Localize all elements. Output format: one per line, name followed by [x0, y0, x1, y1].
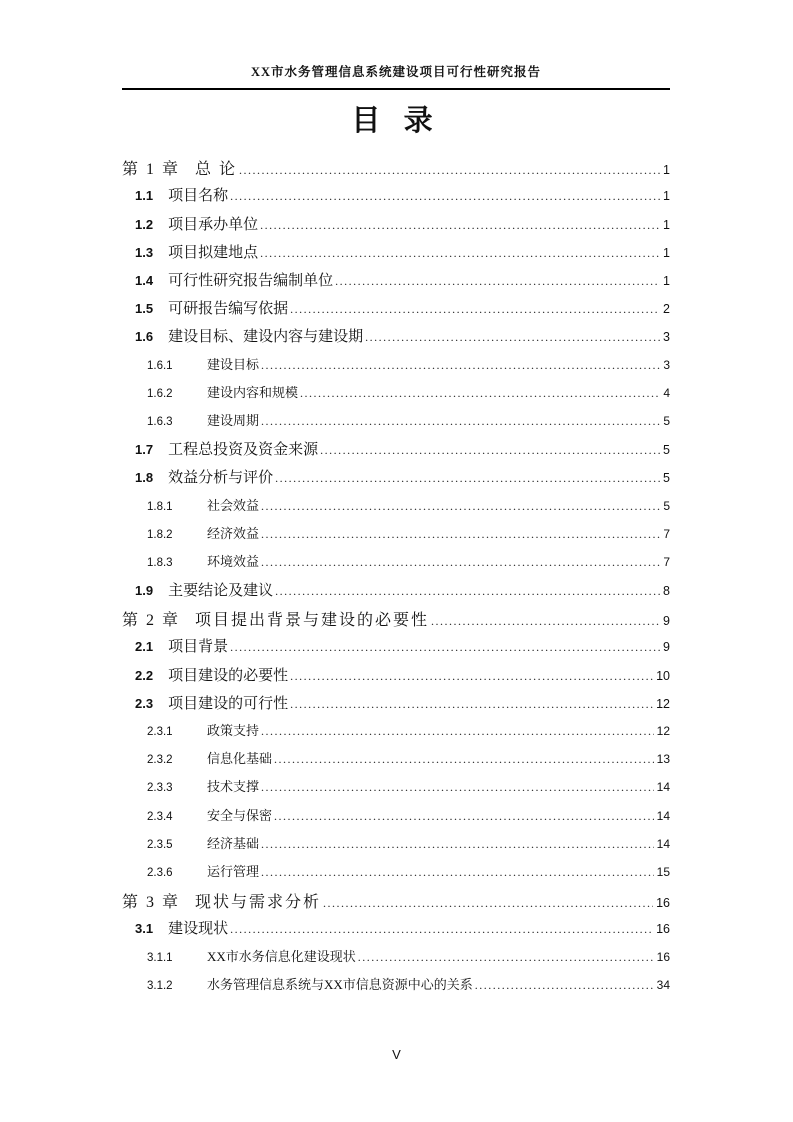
toc-entry-number: 3.1.1	[147, 951, 173, 964]
toc-entry[interactable]	[122, 325, 670, 353]
toc-dot-leader	[230, 639, 660, 656]
toc-entry-number: 第 2 章	[122, 612, 181, 630]
toc-entry[interactable]	[122, 833, 670, 861]
toc-dot-leader	[260, 245, 660, 262]
toc-entry[interactable]	[122, 664, 670, 692]
toc-entry[interactable]	[122, 495, 670, 523]
toc-entry[interactable]	[122, 551, 670, 579]
toc-entry[interactable]	[122, 297, 670, 325]
toc-entry[interactable]	[122, 607, 670, 635]
toc-page-number: 3	[663, 330, 670, 345]
toc-page-number: 15	[656, 864, 670, 879]
toc-dot-leader	[261, 864, 654, 880]
toc-page-number: 16	[656, 896, 670, 911]
toc-dot-leader	[475, 977, 654, 993]
toc-page-number: 10	[656, 668, 670, 683]
toc-dot-leader	[230, 188, 660, 205]
toc-dot-leader	[300, 385, 660, 401]
toc-entry-title: 运行管理	[207, 863, 260, 879]
toc-page-number: 9	[663, 640, 670, 655]
toc-page-number: 5	[663, 471, 670, 486]
toc-entry-title: 主要结论及建议	[168, 583, 274, 600]
toc-page-number: 34	[656, 977, 670, 992]
toc-entry-number: 1.6.3	[147, 415, 173, 428]
toc-entry[interactable]	[122, 241, 670, 269]
toc-entry[interactable]	[122, 410, 670, 438]
toc-entry-number: 2.3.2	[147, 754, 173, 767]
toc-entry-number: 2.1	[135, 639, 154, 655]
toc-dot-leader	[230, 921, 653, 938]
toc-dot-leader	[365, 329, 660, 346]
page-header-title: XX市水务管理信息系统建设项目可行性研究报告	[250, 65, 542, 79]
toc-page-number: 1	[663, 217, 670, 232]
toc-entry-title: 项目名称	[168, 188, 229, 205]
toc-page-number: 7	[663, 554, 670, 569]
toc-page-number: 1	[663, 163, 670, 178]
toc-entry-title: 总 论	[195, 161, 238, 179]
toc-page-number: 1	[663, 274, 670, 288]
toc-entry-number: 2.3.4	[147, 810, 173, 823]
toc-dot-leader	[261, 526, 660, 542]
toc-entry[interactable]	[122, 692, 670, 720]
toc-dot-leader	[261, 723, 654, 739]
toc-page-number: 12	[656, 696, 670, 711]
toc-dot-leader	[275, 470, 660, 487]
toc-dot-leader	[261, 779, 654, 795]
toc-entry[interactable]	[122, 213, 670, 241]
toc-entry-number: 1.6.1	[147, 359, 173, 372]
toc-page-number: 14	[656, 836, 670, 851]
toc-entry-number: 1.4	[135, 273, 154, 288]
toc-entry[interactable]	[122, 438, 670, 466]
toc-entry-title: 社会效益	[207, 497, 260, 513]
toc-dot-leader	[261, 836, 654, 852]
toc-entry-number: 1.8.3	[147, 556, 173, 569]
toc-page-number: 16	[656, 949, 670, 964]
toc-entry[interactable]	[122, 889, 670, 917]
toc-entry-title: 信息化基础	[207, 751, 273, 767]
toc-page-number: 5	[663, 498, 670, 513]
toc-entry-number: 1.5	[135, 301, 154, 317]
toc-entry[interactable]	[122, 382, 670, 410]
toc-entry-title: 建设目标	[207, 356, 260, 372]
toc-entry-number: 2.3.5	[147, 838, 173, 851]
toc-entry-number: 2.3.6	[147, 866, 173, 879]
toc-entry[interactable]	[122, 184, 670, 212]
toc-entry[interactable]	[122, 720, 670, 748]
toc-dot-leader	[431, 612, 660, 630]
toc-page-number: 8	[663, 584, 670, 599]
toc-entry-title: 项目建设的必要性	[168, 667, 289, 684]
toc-entry[interactable]	[122, 805, 670, 833]
toc-entry-number: 1.2	[135, 216, 154, 232]
toc-dot-leader	[260, 217, 660, 234]
toc-entry[interactable]	[122, 354, 670, 382]
toc-entry-title: 建设内容和规模	[207, 384, 299, 400]
toc-dot-leader	[320, 442, 660, 459]
toc-entry-number: 1.1	[135, 188, 154, 204]
toc-entry-title: 可研报告编写依据	[168, 301, 289, 318]
toc-entry-title: 项目背景	[168, 639, 229, 656]
toc-dot-leader	[261, 357, 660, 373]
toc-entry-title: 建设周期	[207, 412, 260, 428]
toc-entry-title: 项目建设的可行性	[168, 695, 289, 712]
toc-page-number: 3	[663, 357, 670, 372]
toc-page-number: 1	[663, 189, 670, 204]
toc-entry-number: 2.2	[135, 667, 154, 683]
toc-entry[interactable]	[122, 269, 670, 297]
toc-entry-number: 2.3.3	[147, 782, 173, 795]
toc-entry[interactable]	[122, 917, 670, 945]
toc-dot-leader	[335, 273, 660, 290]
toc-dot-leader	[261, 554, 660, 570]
toc-entry-number: 1.8.1	[147, 500, 173, 513]
toc-entry[interactable]	[122, 156, 670, 184]
toc-entry-number: 1.7	[135, 442, 154, 458]
toc-page-number: 5	[663, 413, 670, 428]
toc-entry-title: 安全与保密	[207, 807, 273, 823]
toc-entry-title: XX市水务信息化建设现状	[207, 948, 356, 964]
toc-entry[interactable]	[122, 635, 670, 663]
toc-entry-number: 1.9	[135, 583, 154, 599]
toc-entry-title: 建设目标、建设内容与建设期	[168, 329, 364, 346]
toc-entry-number: 第 1 章	[122, 161, 181, 179]
toc-entry-number: 3.1	[135, 921, 154, 937]
toc-entry-title: 现状与需求分析	[195, 894, 322, 912]
toc-entry-number: 2.3.1	[147, 726, 173, 738]
toc-entry-title: 环境效益	[207, 553, 260, 569]
toc-dot-leader	[358, 949, 654, 965]
toc-entry-number: 1.6.2	[147, 387, 173, 400]
toc-entry-title: 效益分析与评价	[168, 470, 274, 487]
toc-entry-title: 项目提出背景与建设的必要性	[195, 612, 430, 630]
toc-dot-leader	[290, 301, 660, 318]
toc-entry-number: 1.8	[135, 470, 154, 486]
toc-entry-title: 政策支持	[207, 723, 260, 738]
toc-entry[interactable]	[122, 946, 670, 974]
toc-entry[interactable]	[122, 523, 670, 551]
toc-page-number: 5	[663, 443, 670, 458]
toc-dot-leader	[274, 808, 654, 824]
toc-entry-number: 2.3	[135, 695, 154, 711]
toc-dot-leader	[239, 161, 660, 179]
toc-entry-number: 1.3	[135, 244, 154, 260]
toc-entry-number: 第 3 章	[122, 894, 181, 912]
toc-entry-title: 项目拟建地点	[168, 244, 259, 261]
toc-page-number: 9	[663, 614, 670, 629]
toc-dot-leader	[323, 894, 653, 912]
toc-entry[interactable]	[122, 466, 670, 494]
toc-page-number: 7	[663, 526, 670, 541]
toc-page-number: 2	[663, 302, 670, 317]
toc-entry[interactable]	[122, 579, 670, 607]
toc-entry[interactable]	[122, 748, 670, 776]
toc-dot-leader	[274, 751, 654, 767]
toc-dot-leader	[275, 583, 660, 600]
toc-entry-number: 3.1.2	[147, 979, 173, 992]
toc-dot-leader	[261, 413, 660, 429]
toc-list	[122, 156, 670, 1002]
toc-page-number: 16	[656, 922, 670, 937]
toc-entry-title: 建设现状	[168, 921, 229, 938]
page-number-footer: V	[392, 1047, 401, 1062]
toc-page-number: 14	[656, 780, 670, 795]
toc-entry-title: 水务管理信息系统与XX市信息资源中心的关系	[207, 976, 473, 992]
toc-entry-title: 经济基础	[207, 835, 260, 851]
toc-entry-title: 可行性研究报告编制单位	[168, 273, 334, 289]
toc-page-number: 12	[656, 724, 670, 738]
toc-entry[interactable]	[122, 974, 670, 1002]
toc-entry-number: 1.6	[135, 329, 154, 345]
toc-dot-leader	[261, 498, 660, 514]
toc-entry[interactable]	[122, 776, 670, 804]
toc-page-number: 14	[656, 808, 670, 823]
toc-page-number: 13	[656, 752, 670, 767]
toc-dot-leader	[290, 668, 653, 685]
toc-dot-leader	[290, 696, 653, 713]
toc-entry-title: 工程总投资及资金来源	[168, 442, 319, 459]
toc-entry-number: 1.8.2	[147, 528, 173, 541]
toc-title: 目 录	[351, 105, 441, 137]
toc-entry-title: 技术支撑	[207, 779, 260, 795]
toc-entry-title: 经济效益	[207, 525, 260, 541]
toc-entry-title: 项目承办单位	[168, 216, 259, 233]
toc-page-number: 1	[663, 245, 670, 260]
page-header	[122, 62, 670, 90]
toc-entry[interactable]	[122, 861, 670, 889]
toc-page-number: 4	[663, 385, 670, 400]
